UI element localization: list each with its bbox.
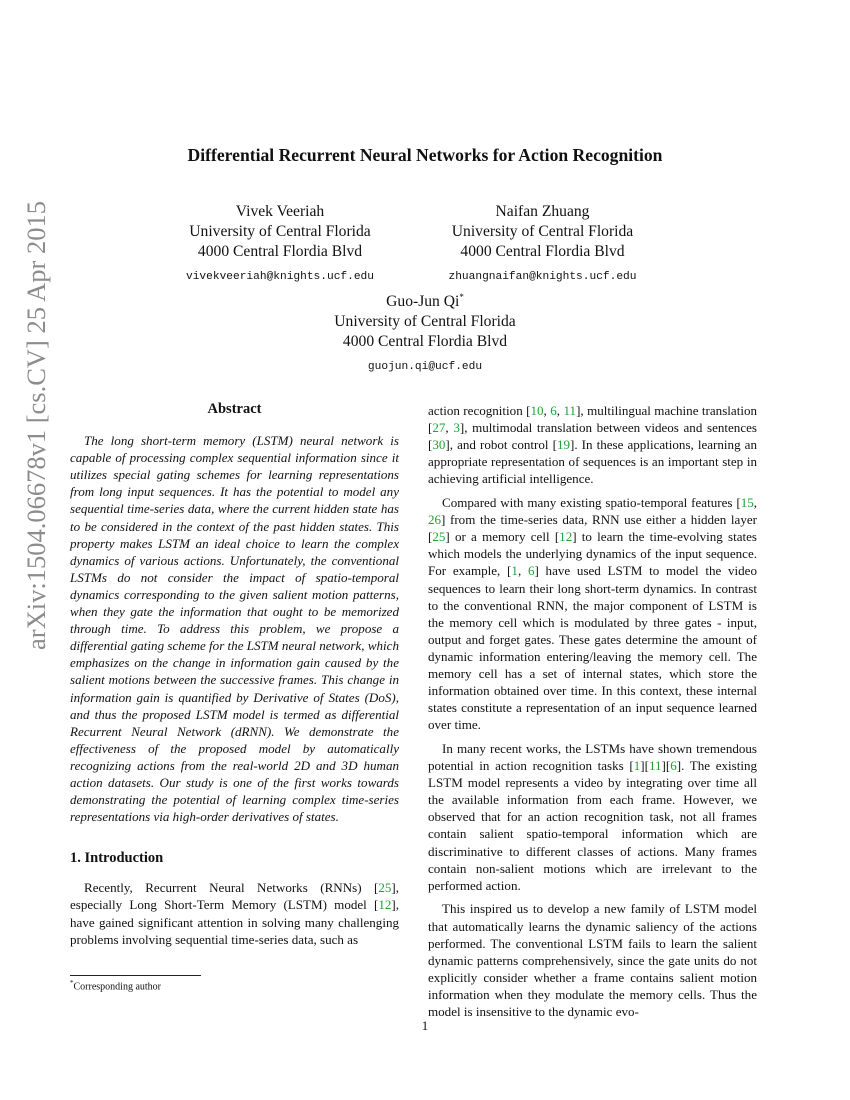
author-address: 4000 Central Flordia Blvd: [342, 333, 508, 351]
author-address: 4000 Central Flordia Blvd: [197, 243, 363, 260]
paper-title: Differential Recurrent Neural Networks for Action Recognition: [187, 145, 663, 165]
intro-paragraph-2: Compared with many existing spatio-temporal features [15, 26] from the time-series data, RNN use either a hidden layer [25] or a memory cell [12] to learn the time-evolving states which models the underlying dynamics of the input sequence. For example, [1, 6] have used LSTM to model the video sequences to learn their long short-term dynamics. In contrast to the conventional RNN, the major component of LSTM is the memory cell which is modulated by three gates - input, output and forget gates. These gates determine the amount of dynamic information entering/leaving the memory cell. The memory cell has a set of internal states, which store the information obtained over time. In this context, these internal states constitute a representation of an input sequence learned over time.: [428, 495, 758, 733]
author-block-1: [150, 202, 410, 285]
author-name: Vivek Veeriah: [235, 203, 325, 220]
citation-link[interactable]: 1: [511, 563, 518, 579]
citation-link[interactable]: 30: [432, 437, 446, 453]
author-block-2: [410, 202, 675, 285]
abstract-text: The long short-term memory (LSTM) neural network is capable of processing complex sequential information since it utilizes special gating schemes for learning representations from long input sequences. It has the potential to model any sequential time-series data, where the current hidden state has to be considered in the context of the past hidden states. This property makes LSTM an ideal choice to learn the complex dynamics of various actions. Unfortunately, the conventional LSTMs do not consider the impact of spatio-temporal dynamics corresponding to the given salient motion patterns, when they gate the information that ought to be memorized through time. To address this problem, we propose a differential gating scheme for the LSTM neural network, which emphasizes on the change in information gain caused by the salient motions between the successive frames. This change in information gain is quantified by Derivative of States (DoS), and thus the proposed LSTM model is termed as differential Recurrent Neural Network (dRNN). We demonstrate the effectiveness of the proposed model by automatically recognizing actions from the real-world 2D and 3D human action datasets. Our study is one of the first works towards demonstrating the potential of learning complex time-series representations via high-order derivatives of states.: [70, 433, 399, 825]
intro-paragraph-1: Recently, Recurrent Neural Networks (RNNs) [25], especially Long Short-Term Memory (LSTM) model [12], have gained significant attention in solving many challenging problems involving sequential time-series data, such as: [70, 880, 399, 947]
abstract-heading: Abstract: [207, 401, 262, 417]
left-column: [70, 401, 399, 954]
citation-link[interactable]: 1: [633, 758, 641, 774]
citation-link[interactable]: 15: [740, 495, 754, 511]
footnote-divider: [70, 975, 201, 976]
citation-link[interactable]: 19: [556, 437, 570, 453]
author-name: Naifan Zhuang: [495, 203, 590, 220]
author-email: vivekveeriah@knights.ucf.edu: [186, 271, 374, 283]
right-column: [428, 402, 757, 1027]
author-email: guojun.qi@ucf.edu: [367, 361, 483, 374]
citation-link[interactable]: 10: [530, 403, 544, 418]
arxiv-identifier: arXiv:1504.06678v1 [cs.CV] 25 Apr 2015: [21, 201, 51, 650]
citation-link[interactable]: 25: [432, 529, 446, 545]
author-name: Guo-Jun Qi*: [386, 292, 464, 311]
author-affiliation: University of Central Florida: [451, 223, 634, 240]
citation-link[interactable]: 6: [550, 403, 557, 418]
intro-paragraph-4: This inspired us to develop a new family of LSTM model that automatically learns the dynamic saliency of the actions performed. The conventional LSTM fails to learn the salient dynamic patterns comprehensively, since the gate units do not explicitly consider whether a frame contains salient motion information when they modulate the memory cells. Thus the model is insensitive to the dynamic evo-: [428, 901, 757, 1019]
section-heading-introduction: 1. Introduction: [70, 850, 164, 867]
author-affiliation: University of Central Florida: [189, 223, 371, 240]
author-block-3: [275, 287, 575, 375]
citation-link[interactable]: 3: [453, 420, 460, 436]
citation-link[interactable]: 26: [428, 512, 442, 528]
footnote: *Corresponding author: [70, 979, 161, 993]
corresponding-marker: *: [459, 292, 464, 302]
author-address: 4000 Central Flordia Blvd: [460, 243, 625, 260]
citation-link[interactable]: 11: [648, 758, 662, 774]
citation-link[interactable]: 11: [563, 403, 577, 418]
intro-paragraph-3: In many recent works, the LSTMs have shown tremendous potential in action recognition tasks [1][11][6]. The existing LSTM model represents a video by integrating over time all the available information from each frame. However, we observed that for an action recognition task, not all frames contain salient spatio-temporal information which are discriminative to different classes of actions. Many frames contain non-salient motions which are irrelevant to the performed action.: [428, 740, 758, 893]
citation-link[interactable]: 6: [670, 758, 677, 774]
page-number: 1: [421, 1018, 429, 1033]
citation-link[interactable]: 12: [378, 897, 392, 913]
citation-link[interactable]: 27: [432, 420, 446, 436]
intro-paragraph-continued: action recognition [10, 6, 11], multilingual machine translation [27, 3], multimodal translation between videos and sentences [30], and robot control [19]. In these applications, learning an appropriate representation of sequences is an important step in achieving artificial intelligence.: [428, 403, 757, 487]
author-email: zhuangnaifan@knights.ucf.edu: [448, 271, 637, 283]
citation-link[interactable]: 25: [378, 880, 392, 896]
citation-link[interactable]: 12: [559, 529, 573, 545]
citation-link[interactable]: 6: [527, 563, 535, 579]
author-affiliation: University of Central Florida: [334, 313, 516, 331]
